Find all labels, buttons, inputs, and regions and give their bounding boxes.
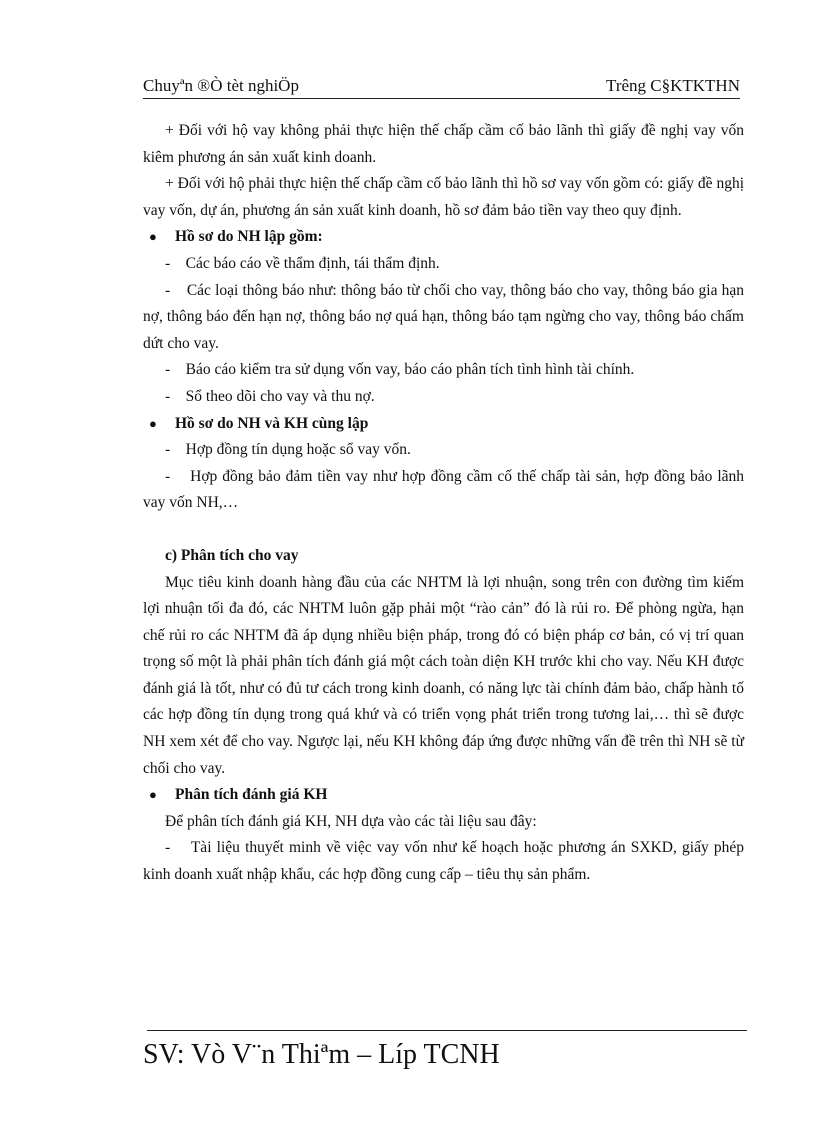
dash-item (143, 384, 744, 411)
dash-item-text: Các báo cáo về thẩm định, tái thẩm định. (185, 254, 440, 272)
page-header (143, 76, 740, 99)
dash-item-text: Báo cáo kiểm tra sử dụng vốn vay, báo cáo phân tích tình hình tài chính. (185, 361, 635, 379)
dash-item-text: Hợp đồng tín dụng hoặc sổ vay vốn. (185, 441, 411, 459)
bullet-heading (143, 411, 744, 438)
paragraph: + Đối với hộ phải thực hiện thế chấp cầm cố bảo lãnh thì hồ sơ vay vốn gồm có: giấy đề nghị vay vốn, dự án, phương án sản xuất kinh doanh, hồ sơ đảm bảo tiền vay theo quy định. (143, 175, 744, 219)
footer-rule (147, 1030, 747, 1031)
dash-item (143, 835, 744, 888)
page-footer (143, 1030, 747, 1071)
dash-marker: - (165, 254, 171, 272)
bullet-marker: ● (149, 229, 157, 245)
footer-text: SV: Vò V¨n Thiªm – Líp TCNH (143, 1039, 500, 1070)
paragraph: + Đối với hộ vay không phải thực hiện thế chấp cầm cố bảo lãnh thì giấy đề nghị vay vốn kiêm phương án sản xuất kinh doanh. (143, 122, 744, 166)
dash-marker: - (165, 361, 171, 379)
dash-item (143, 251, 744, 278)
dash-marker: - (165, 281, 171, 299)
dash-item (143, 464, 744, 517)
document-body (143, 118, 744, 889)
spacer (143, 517, 744, 543)
bullet-heading (143, 782, 744, 809)
section-heading: c) Phân tích cho vay (165, 546, 299, 564)
paragraph: Mục tiêu kinh doanh hàng đầu của các NHTM là lợi nhuận, song trên con đường tìm kiếm lợi nhuận tối đa đó, các NHTM luôn gặp phải một “rào cản” đó là rủi ro. Để phòng ngừa, hạn chế rủi ro các NHTM đã áp dụng nhiều biện pháp, trong đó có biện pháp cơ bản, có vị trí quan trọng số một là phải phân tích đánh giá một cách toàn diện KH trước khi cho vay. Nếu KH được đánh giá là tốt, như có đủ tư cách trong kinh doanh, có năng lực tài chính đảm bảo, chấp hành tố các hợp đồng tín dụng trong quá khứ và có triển vọng phát triển trong tương lai,… thì sẽ được NH xem xét để cho vay. Ngược lại, nếu KH không đáp ứng được những vấn đề trên thì NH sẽ từ chối cho vay. (143, 573, 744, 777)
dash-marker: - (165, 387, 171, 405)
dash-marker: - (165, 839, 171, 857)
dash-item (143, 278, 744, 358)
dash-item-text: Sổ theo dõi cho vay và thu nợ. (185, 387, 375, 405)
bullet-heading-text: Hồ sơ do NH lập gồm: (175, 228, 323, 246)
header-left-text: Chuyªn ®Ò tèt nghiÖp (143, 76, 299, 95)
bullet-marker: ● (149, 415, 157, 431)
dash-item-text: Tài liệu thuyết minh về việc vay vốn như kế hoạch hoặc phương án SXKD, giấy phép kinh doanh xuất nhập khẩu, các hợp đồng cung cấp – tiêu thụ sản phẩm. (143, 839, 745, 884)
bullet-heading-text: Phân tích đánh giá KH (175, 786, 328, 804)
bullet-heading (143, 224, 744, 251)
bullet-marker: ● (149, 787, 157, 803)
dash-marker: - (165, 467, 171, 485)
dash-marker: - (165, 441, 171, 459)
dash-item (143, 357, 744, 384)
dash-item (143, 437, 744, 464)
dash-item-text: Hợp đồng bảo đảm tiền vay như hợp đồng cầm cố thế chấp tài sản, hợp đồng bảo lãnh vay vốn NH,… (143, 467, 745, 512)
paragraph: Để phân tích đánh giá KH, NH dựa vào các tài liệu sau đây: (165, 812, 537, 830)
dash-item-text: Các loại thông báo như: thông báo từ chối cho vay, thông báo cho vay, thông báo gia hạn nợ, thông báo đến hạn nợ, thông báo nợ quá hạn, thông báo tạm ngừng cho vay, thông báo chấm dứt cho vay. (143, 281, 744, 352)
header-right-text: Trêng C§KTKTHN (606, 76, 740, 95)
bullet-heading-text: Hồ sơ do NH và KH cùng lập (175, 414, 369, 432)
